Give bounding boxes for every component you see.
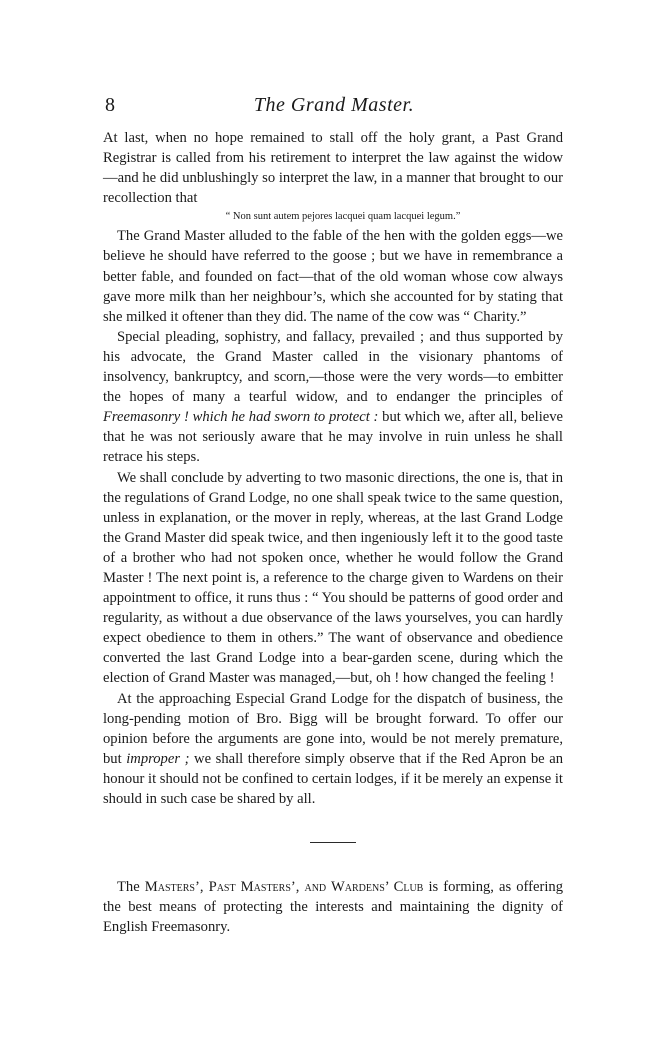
paragraph-6-rest: is forming, as offering the best means of protecting the interests and maintaining the dignity of English Freemasonry. [103, 879, 564, 936]
page-number: 8 [105, 94, 115, 116]
paragraph-2: The Grand Master alluded to the fable of the hen with the golden eggs—we believe he should have referred to the goose ; but we have in remembrance a better fable, and founded on fact—that of the old woman whose cow always gave more milk than her neighbour’s, which she accounted for by stating that she milked it oftener than they did. The name of the cow was “ Charity.” [103, 228, 563, 325]
latin-quotation: “ Non sunt autem pejores lacquei quam lacquei legum.” [225, 211, 461, 223]
club-name: Masters’, Past Masters’, and Wardens’ Club [144, 879, 424, 896]
paragraph-6-lead: The [117, 879, 145, 896]
paragraph-4: We shall conclude by adverting to two masonic directions, the one is, that in the regulations of Grand Lodge, no one shall speak twice to the same question, unless in explanation, or the mover in reply, whereas, at the last Grand Lodge the Grand Master did speak twice, and then ingeniously left it to the good taste of a brother who had not spoken once, whether he would follow the Grand Master ! The next point is, a reference to the charge given to Wardens on their appointment to office, it runs thus : “ You should be patterns of good order and regularity, as without a due observance of the laws yourselves, you can hardly expect obedience to them in others.” The want of observance and obedience converted the last Grand Lodge into a bear-garden scene, during which the election of Grand Master was managed,—but, oh ! how changed the feeling ! [103, 469, 563, 687]
paragraph-6 [103, 877, 563, 937]
section-divider [310, 842, 356, 843]
article-body [103, 128, 563, 937]
paragraph-5-text-a: At the approaching Especial Grand Lodge for the dispatch of business, the long-pending motion of Bro. Bigg will be brought forward. To offer our opinion before the arguments are gone into, would be not merely premature, but [103, 690, 563, 767]
page-header [105, 94, 563, 118]
paragraph-5-emphasis: improper ; [126, 750, 190, 767]
paragraph-1: At last, when no hope remained to stall off the holy grant, a Past Grand Registrar is called from his retirement to interpret the law against the widow—and he did unblushingly so interpret the law, in a manner that brought to our recollection that [103, 130, 563, 207]
paragraph-5-text-b: we shall therefore simply observe that if the Red Apron be an honour it should not be confined to certain lodges, if it be merely an expense it should in such case be shared by all. [103, 750, 563, 807]
paragraph-3-emphasis: Freemasonry ! which he had sworn to protect : [103, 409, 379, 426]
paragraph-3-text-a: Special pleading, sophistry, and fallacy, prevailed ; and thus supported by his advocate, the Grand Master called in the visionary phantoms of insolvency, bankruptcy, and scorn,—those were the very words—to embitter the hopes of many a tearful widow, and to endanger the principles of [103, 328, 563, 406]
paragraph-3-text-b: but which we, after all, believe that he was not seriously aware that he may involve in ruin unless he shall retrace his steps. [103, 409, 563, 466]
paragraph-3 [103, 327, 563, 468]
paragraph-5 [103, 689, 563, 810]
running-title: The Grand Master. [253, 94, 415, 116]
